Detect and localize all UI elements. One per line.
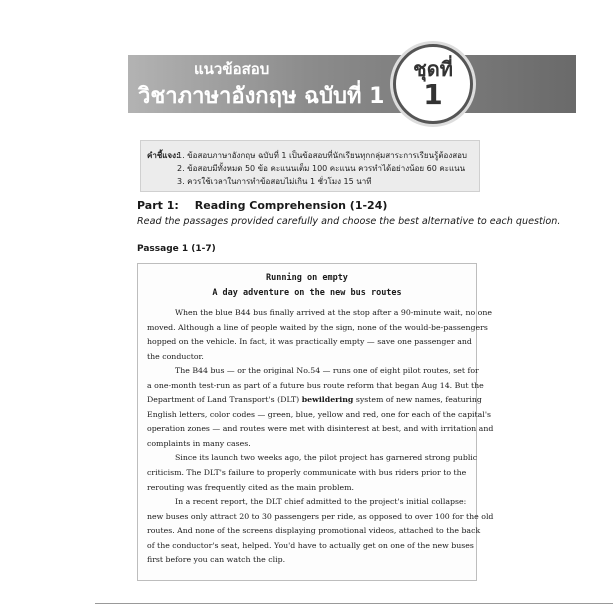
passage-line: hopped on the vehicle. In fact, it was practically empty — save one passenger and — [147, 337, 472, 347]
passage-line: operation zones — and routes were met with disinterest at best, and with irritation and — [147, 424, 494, 434]
passage-line: routes. And none of the screens displaying promotional videos, attached to the back — [147, 526, 481, 536]
passage-line: Department of Land Transport's (DLT) bewildering system of new names, featuring — [147, 395, 482, 405]
passage-line: first before you can watch the clip. — [147, 555, 286, 565]
passage-line: In a recent report, the DLT chief admitted to the project's initial collapse: — [175, 497, 467, 507]
passage-line: the conductor. — [147, 351, 204, 361]
header-subtitle: แนวข้อสอบ — [194, 60, 270, 78]
passage-line: Since its launch two weeks ago, the pilot project has garnered strong public — [175, 453, 478, 463]
highlighted-word: bewildering — [301, 395, 354, 405]
passage-line: The B44 bus — or the original No.54 — runs one of eight pilot routes, set for — [175, 366, 479, 376]
passage-line: moved. Although a line of people waited by the sign, none of the would-be-passengers — [147, 322, 488, 332]
set-badge — [393, 44, 473, 124]
passage-line: English letters, color codes — green, blue, yellow and red, one for each of the capital's — [147, 409, 491, 419]
passage-title: Running on empty — [266, 273, 348, 283]
instruction-item: 3. ควรใช้เวลาในการทำข้อสอบไม่เกิน 1 ชั่วโมง 15 นาที — [177, 177, 372, 186]
passage-line: complaints in many cases. — [147, 438, 251, 448]
passage-text — [147, 306, 494, 568]
passage-line: new buses only attract 20 to 30 passengers per ride, as opposed to over 100 for the old — [147, 511, 494, 521]
part-heading — [137, 199, 387, 212]
part-name: Reading Comprehension (1-24) — [194, 199, 388, 212]
passage-line: criticism. The DLT's failure to properly communicate with bus riders prior to the — [147, 468, 467, 478]
page-title: วิชาภาษาอังกฤษ ฉบับที่ 1 — [138, 84, 385, 109]
passage-line: rerouting was frequently cited as the main problem. — [147, 482, 354, 492]
passage-subtitle: A day adventure on the new bus routes — [212, 288, 402, 298]
part-label: Part 1: — [137, 199, 179, 212]
instructions-box — [140, 140, 480, 192]
passage-box — [137, 263, 494, 581]
instructions-label: คำชี้แจง: — [147, 151, 180, 160]
footer-divider — [95, 603, 613, 604]
passage-line: a one-month test-run as part of a future bus route reform that began Aug 14. But the — [147, 380, 484, 390]
set-badge-label: ชุดที่ — [413, 57, 453, 81]
instruction-item: 2. ข้อสอบมีทั้งหมด 50 ข้อ คะแนนเต็ม 100 คะแนน ควรทำได้อย่างน้อย 60 คะแนน — [177, 164, 466, 173]
instructions-list — [177, 149, 467, 188]
passage-line: When the blue B44 bus finally arrived at the stop after a 90-minute wait, no one — [175, 308, 493, 317]
passage-line: of the conductor's seat, helped. You'd have to actually get on one of the new buses — [147, 540, 474, 550]
set-badge-number: 1 — [423, 78, 443, 111]
instruction-item: 1. ข้อสอบภาษาอังกฤษ ฉบับที่ 1 เป็นข้อสอบที่นักเรียนทุกกลุ่มสาระการเรียนรู้ต้องสอบ — [177, 151, 468, 160]
part-instruction: Read the passages provided carefully and choose the best alternative to each question. — [137, 216, 561, 227]
passage-label: Passage 1 (1-7) — [137, 244, 216, 254]
